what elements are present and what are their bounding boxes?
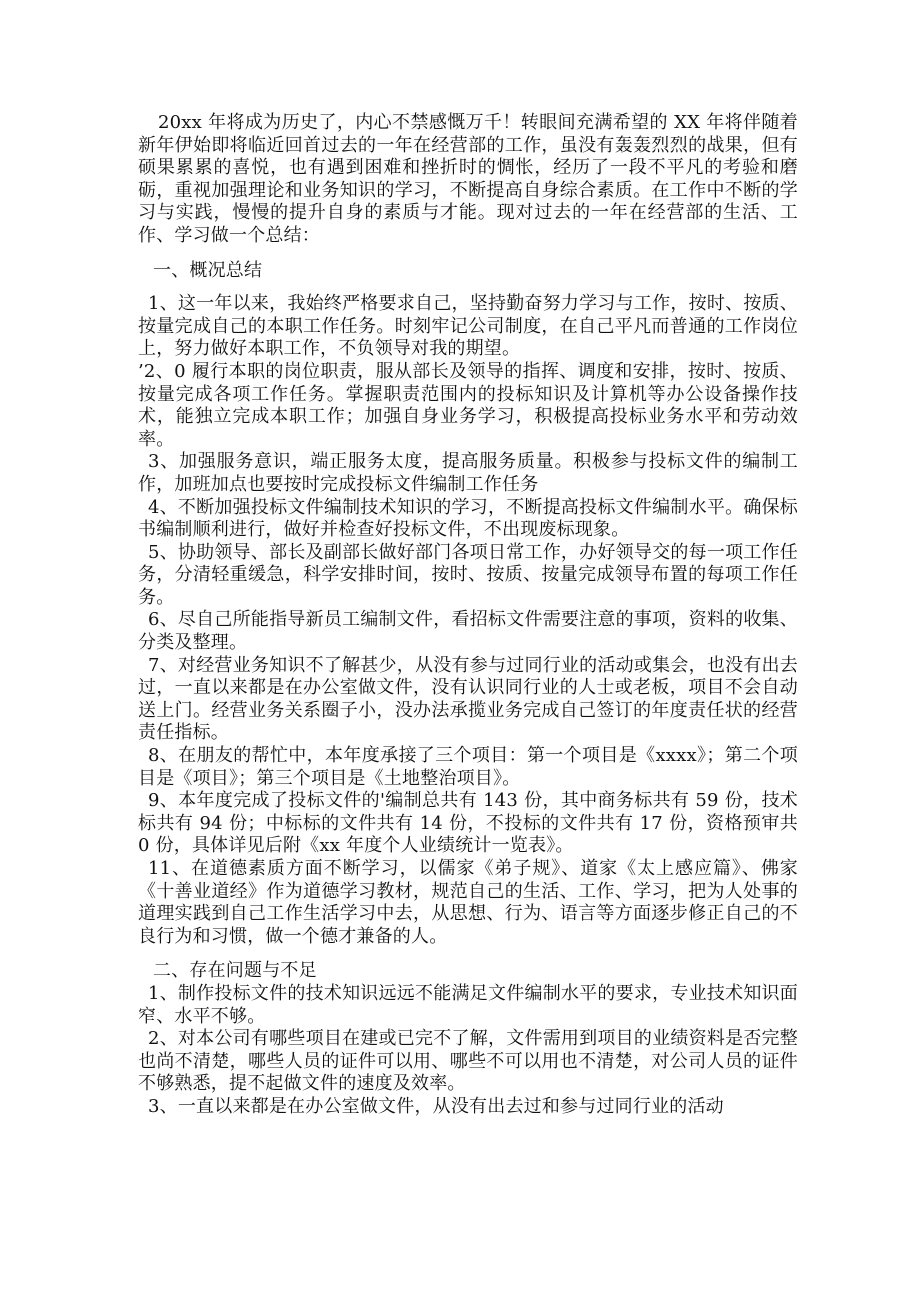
section-2-item-2: 2、对本公司有哪些项目在建或已完不了解，文件需用到项目的业绩资料是否完整也尚不清楚，哪些人员的证件可以用、哪些不可以用也不清楚，对公司人员的证件不够熟悉，提不起做文件的速度及效率。	[138, 1028, 798, 1095]
section-1-item-3: 3、加强服务意识，端正服务太度，提高服务质量。积极参与投标文件的编制工作，加班加点也要按时完成投标文件编制工作任务	[138, 451, 798, 495]
section-1-item-1: 1、这一年以来，我始终严格要求自己，坚持勤奋努力学习与工作，按时、按质、按量完成自己的本职工作任务。时刻牢记公司制度，在自己平凡而普通的工作岗位上，努力做好本职工作，不负领导对我的期望。	[138, 293, 798, 360]
section-2-item-1: 1、制作投标文件的技术知识远远不能满足文件编制水平的要求，专业技术知识面窄、水平不够。	[138, 982, 798, 1027]
section-1-item-4: 4、不断加强投标文件编制技术知识的学习，不断提高投标文件编制水平。确保标书编制顺利进行，做好并检查好投标文件，不出现废标现象。	[138, 496, 798, 541]
intro-paragraph: 20xx 年将成为历史了，内心不禁感慨万千！转眼间充满希望的 XX 年将伴随着新年伊始即将临近回首过去的一年在经营部的工作，虽没有轰轰烈烈的战果，但有硕果累累的喜悦，也有遇到困难和挫折时的惆怅，经历了一段不平凡的考验和磨砺，重视加强理论和业务知识的学习，不断提高自身综合素质。在工作中不断的学习与实践，慢慢的提升自身的素质与才能。现对过去的一年在经营部的生活、工作、学习做一个总结：	[138, 112, 798, 246]
section-1-item-9: 9、本年度完成了投标文件的'编制总共有 143 份，其中商务标共有 59 份，技术标共有 94 份；中标标的文件共有 14 份，不投标的文件共有 17 份，资格预审共 0 份，具体详见后附《xx 年度个人业绩统计一览表》。	[138, 790, 798, 857]
document-page	[138, 112, 798, 1119]
section-1-item-5: 5、协助领导、部长及副部长做好部门各项日常工作，办好领导交的每一项工作任务，分清轻重缓急，科学安排时间，按时、按质、按量完成领导布置的每项工作任务。	[138, 541, 798, 608]
section-2-heading: 二、存在问题与不足	[153, 960, 317, 982]
section-1-item-8: 8、在朋友的帮忙中，本年度承接了三个项目：第一个项目是《xxxx》；第二个项目是《项目》；第三个项目是《土地整治项目》。	[138, 745, 798, 789]
section-1-item-7: 7、对经营业务知识不了解甚少，从没有参与过同行业的活动或集会，也没有出去过，一直以来都是在办公室做文件，没有认识同行业的人士或老板，项目不会自动送上门。经营业务关系圈子小，没办法承揽业务完成自己签订的年度责任状的经营责任指标。	[138, 654, 798, 744]
section-1-item-6: 6、尽自己所能指导新员工编制文件，看招标文件需要注意的事项，资料的收集、分类及整理。	[138, 609, 798, 654]
section-2-item-3: 3、一直以来都是在办公室做文件，从没有出去过和参与过同行业的活动	[148, 1095, 724, 1117]
section-1-item-11: 11、在道德素质方面不断学习，以儒家《弟子规》、道家《太上感应篇》、佛家《十善业道经》作为道德学习教材，规范自己的生活、工作、学习，把为人处事的道理实践到自己工作生活学习中去，从思想、行为、语言等方面逐步修正自己的不良行为和习惯，做一个德才兼备的人。	[138, 858, 798, 947]
section-1-heading: 一、概况总结	[153, 259, 263, 281]
section-1-item-2: ’2、0 履行本职的岗位职责，服从部长及领导的指挥、调度和安排，按时、按质、按量完成各项工作任务。掌握职责范围内的投标知识及计算机等办公设备操作技术，能独立完成本职工作；加强自身业务学习，积极提高投标业务水平和劳动效率。	[138, 360, 798, 450]
